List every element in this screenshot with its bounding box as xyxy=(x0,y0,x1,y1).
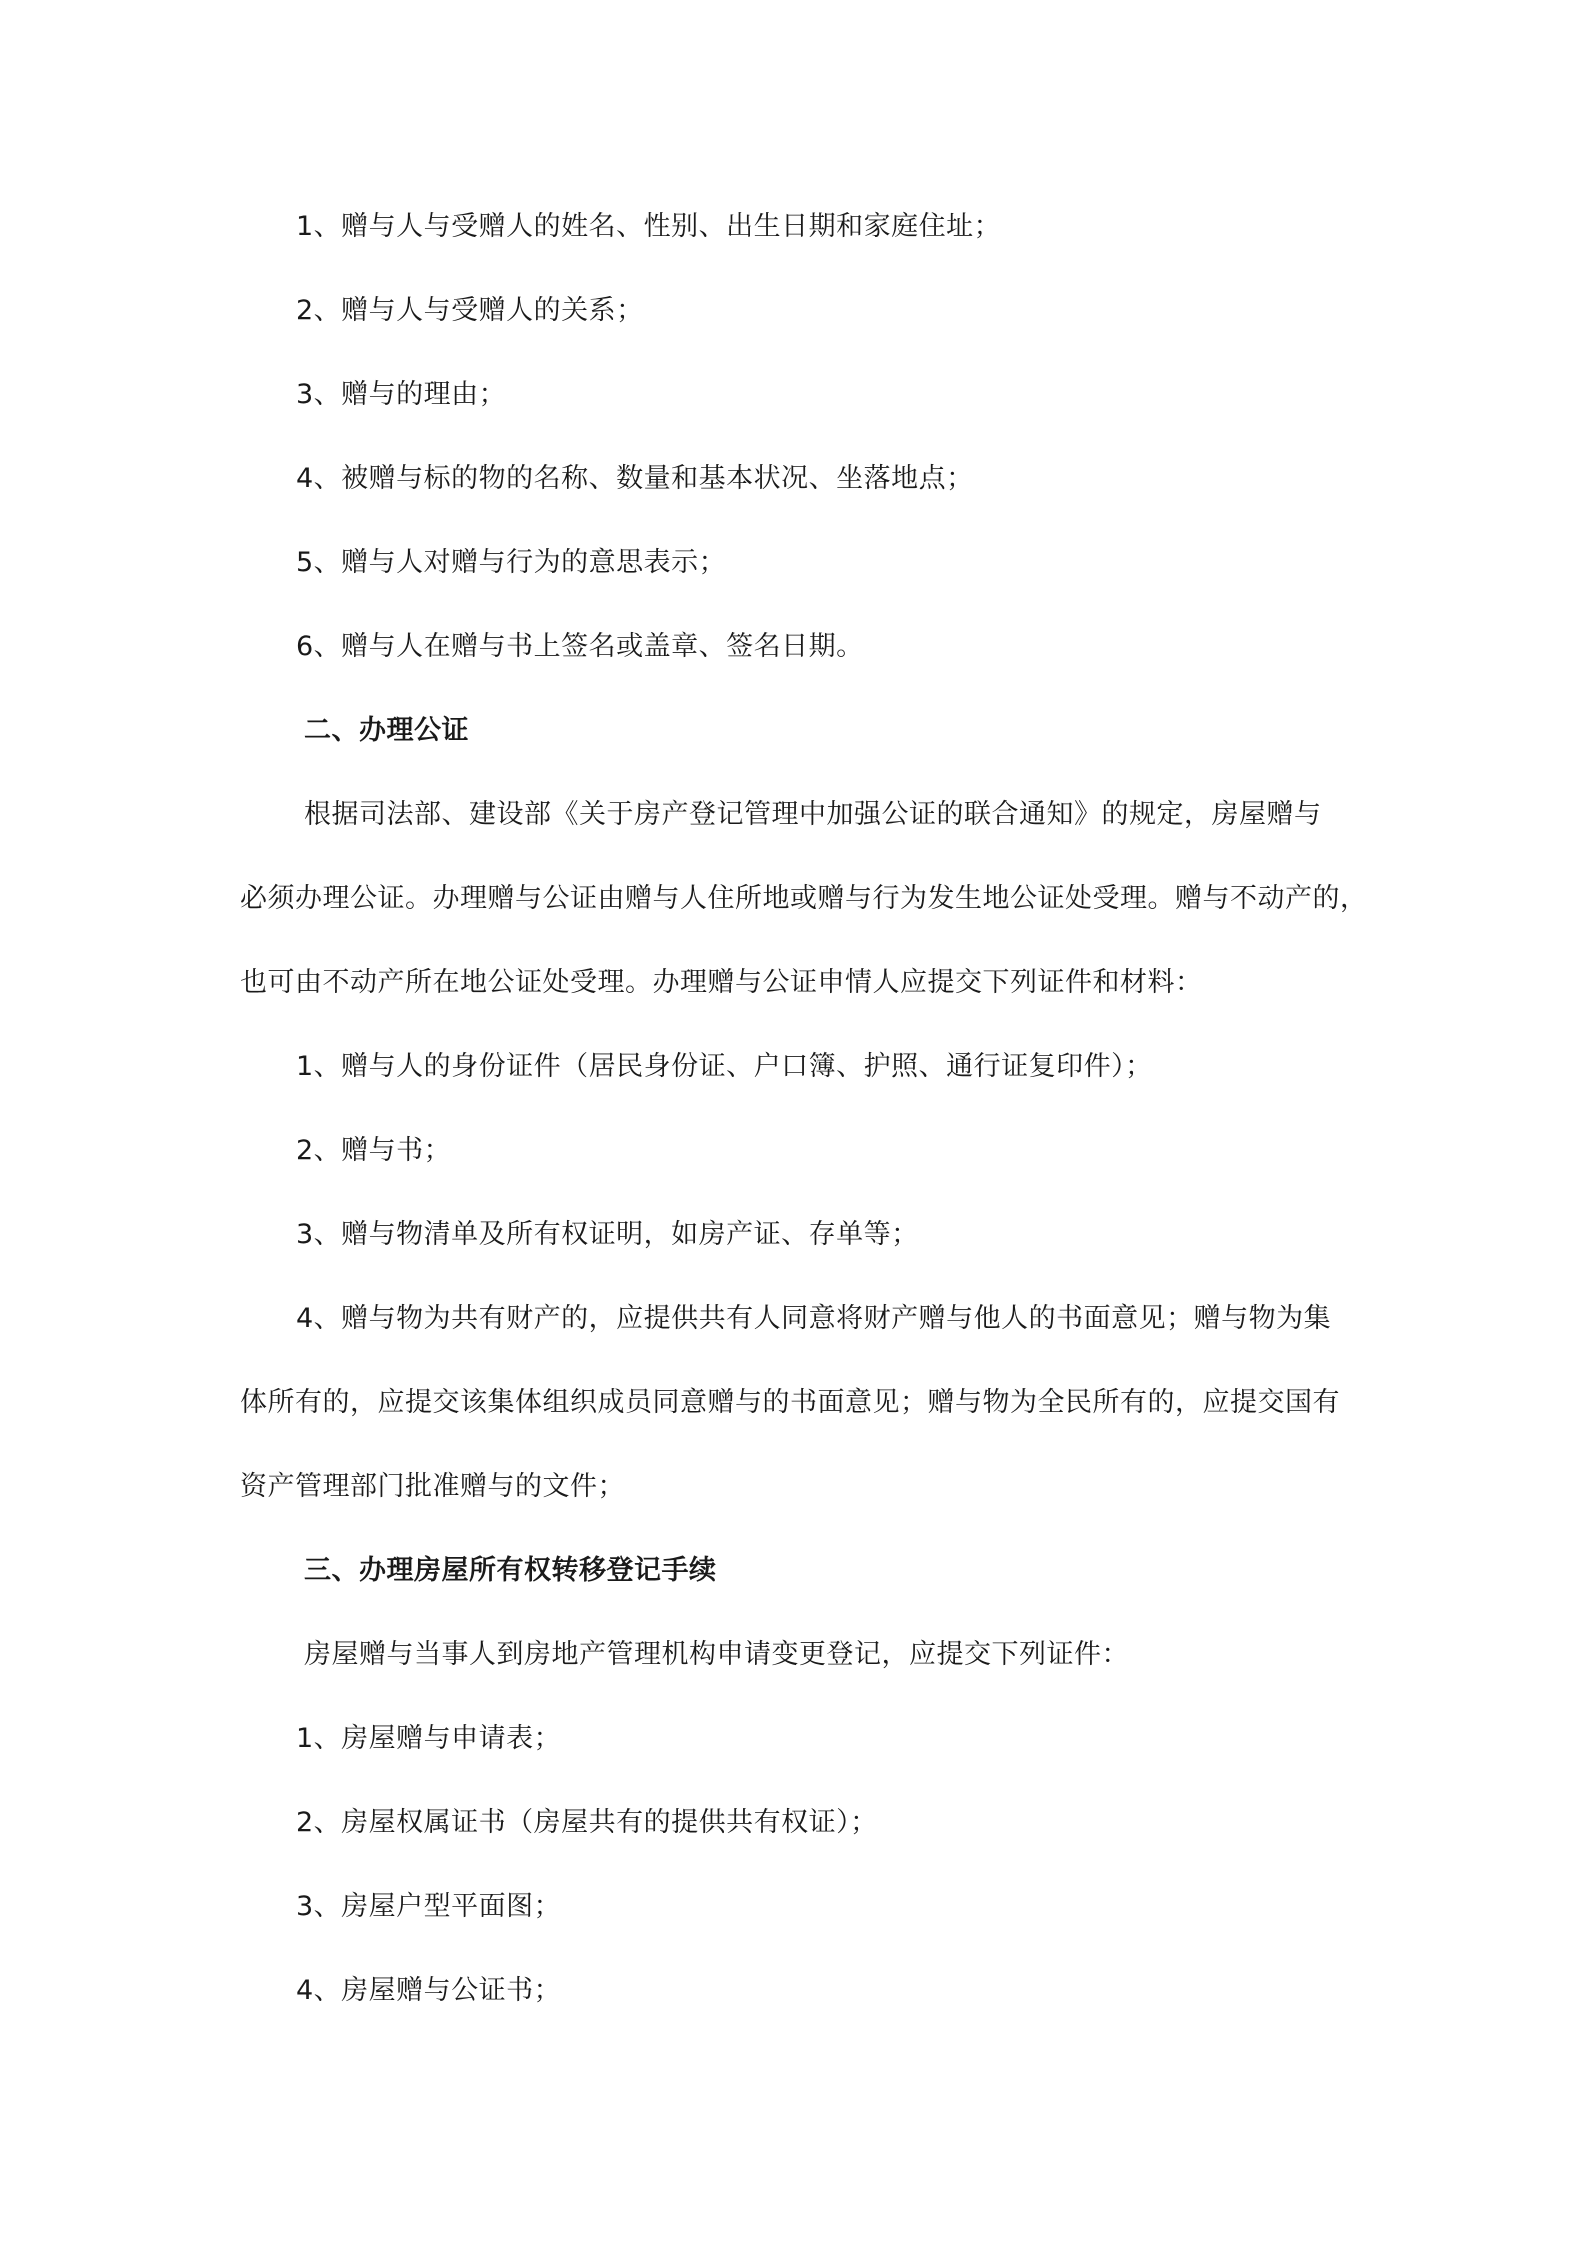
list-item: 3、房屋户型平面图； xyxy=(296,1891,562,1922)
paragraph-line: 根据司法部、建设部《关于房产登记管理中加强公证的联合通知》的规定，房屋赠与 xyxy=(304,799,1322,830)
list-item: 1、赠与人与受赠人的姓名、性别、出生日期和家庭住址； xyxy=(296,211,1002,242)
list-item: 5、赠与人对赠与行为的意思表示； xyxy=(296,547,727,578)
list-item: 2、赠与书； xyxy=(296,1135,452,1166)
list-item: 4、房屋赠与公证书； xyxy=(296,1975,562,2006)
list-item: 3、赠与物清单及所有权证明，如房产证、存单等； xyxy=(296,1219,919,1250)
list-item: 1、房屋赠与申请表； xyxy=(296,1723,562,1754)
paragraph-line: 体所有的，应提交该集体组织成员同意赠与的书面意见；赠与物为全民所有的，应提交国有 xyxy=(240,1387,1340,1418)
paragraph-line: 房屋赠与当事人到房地产管理机构申请变更登记，应提交下列证件： xyxy=(304,1639,1129,1670)
paragraph-line: 也可由不动产所在地公证处受理。办理赠与公证申情人应提交下列证件和材料： xyxy=(240,967,1203,998)
list-item: 6、赠与人在赠与书上签名或盖章、签名日期。 xyxy=(296,631,864,662)
section-heading: 三、办理房屋所有权转移登记手续 xyxy=(304,1555,717,1586)
section-heading: 二、办理公证 xyxy=(304,715,469,746)
document-body xyxy=(240,185,1368,2033)
list-item: 3、赠与的理由； xyxy=(296,379,507,410)
paragraph-line: 必须办理公证。办理赠与公证由赠与人住所地或赠与行为发生地公证处受理。赠与不动产的， xyxy=(240,883,1368,914)
list-item: 4、被赠与标的物的名称、数量和基本状况、坐落地点； xyxy=(296,463,974,494)
paragraph-line: 4、赠与物为共有财产的，应提供共有人同意将财产赠与他人的书面意见；赠与物为集 xyxy=(296,1303,1332,1334)
list-item: 1、赠与人的身份证件（居民身份证、户口簿、护照、通行证复印件）； xyxy=(296,1051,1153,1082)
paragraph-line: 资产管理部门批准赠与的文件； xyxy=(240,1471,625,1502)
list-item: 2、赠与人与受赠人的关系； xyxy=(296,295,644,326)
list-item: 2、房屋权属证书（房屋共有的提供共有权证）； xyxy=(296,1807,878,1838)
